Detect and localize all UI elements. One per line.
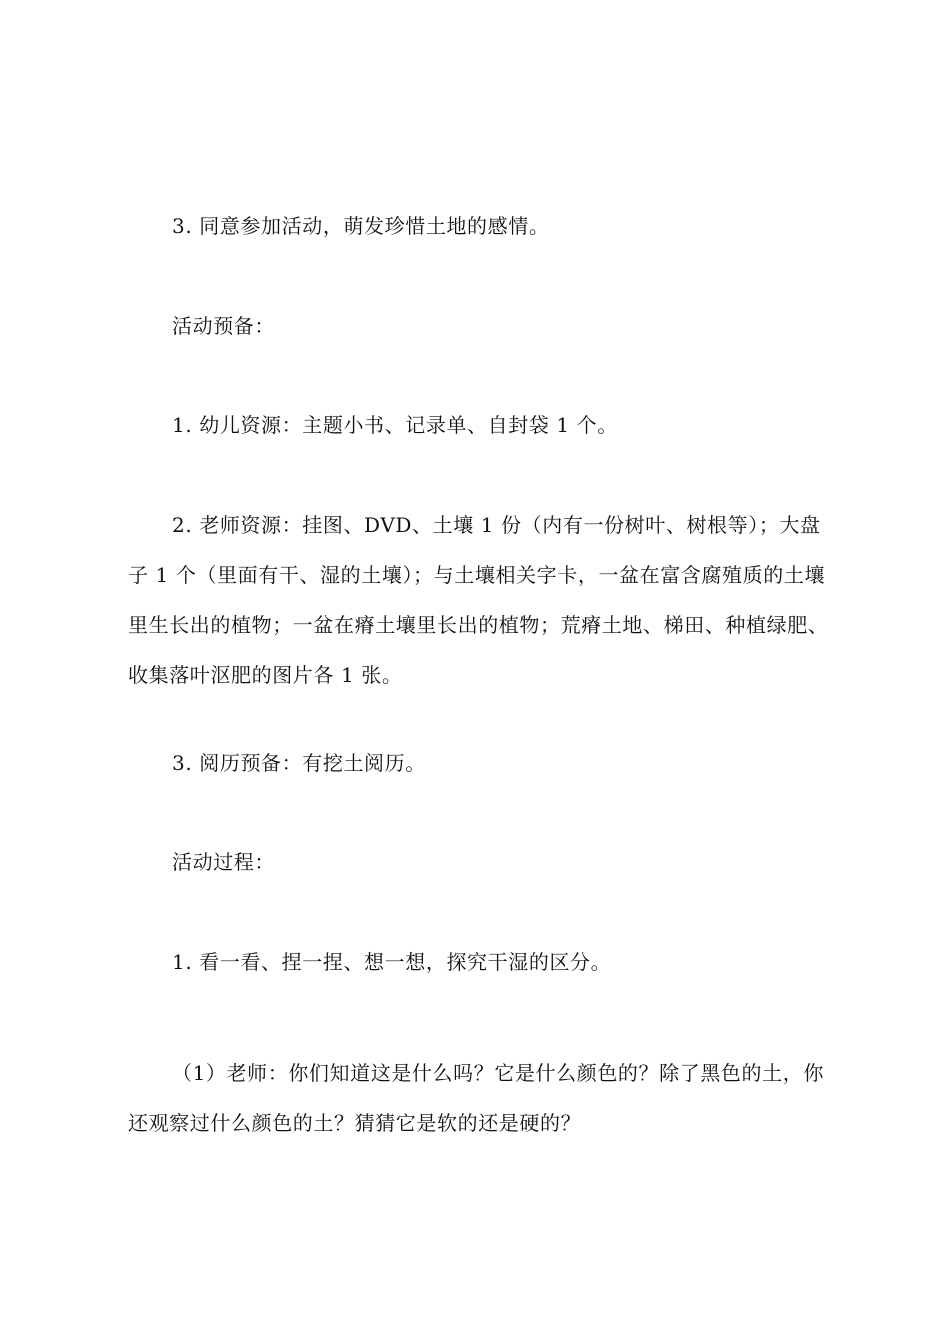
goal-item-3: 3. 同意参加活动，萌发珍惜土地的感情。 (172, 214, 550, 238)
section-heading-preparation: 活动预备： (172, 314, 275, 338)
process-substep-1: （1）老师：你们知道这是什么吗？它是什么颜色的？除了黑色的土，你还观察过什么颜色的土？猜猜它是软的还是硬的？ (128, 1061, 824, 1135)
preparation-item-2: 2. 老师资源：挂图、DVD、土壤 1 份（内有一份树叶、树根等）；大盘子 1 个（里面有干、湿的土壤）；与土壤相关字卡，一盆在富含腐殖质的土壤里生长出的植物；一盆在瘠土壤里长出的植物；荒瘠土地、梯田、种植绿肥、收集落叶沤肥的图片各 1 张。 (128, 513, 829, 687)
process-step-1: 1. 看一看、捏一捏、想一想，探究干湿的区分。 (172, 950, 612, 974)
section-heading-process: 活动过程： (172, 850, 275, 874)
preparation-item-1: 1. 幼儿资源：主题小书、记录单、自封袋 1 个。 (172, 413, 618, 437)
preparation-item-3: 3. 阅历预备：有挖土阅历。 (172, 751, 426, 775)
